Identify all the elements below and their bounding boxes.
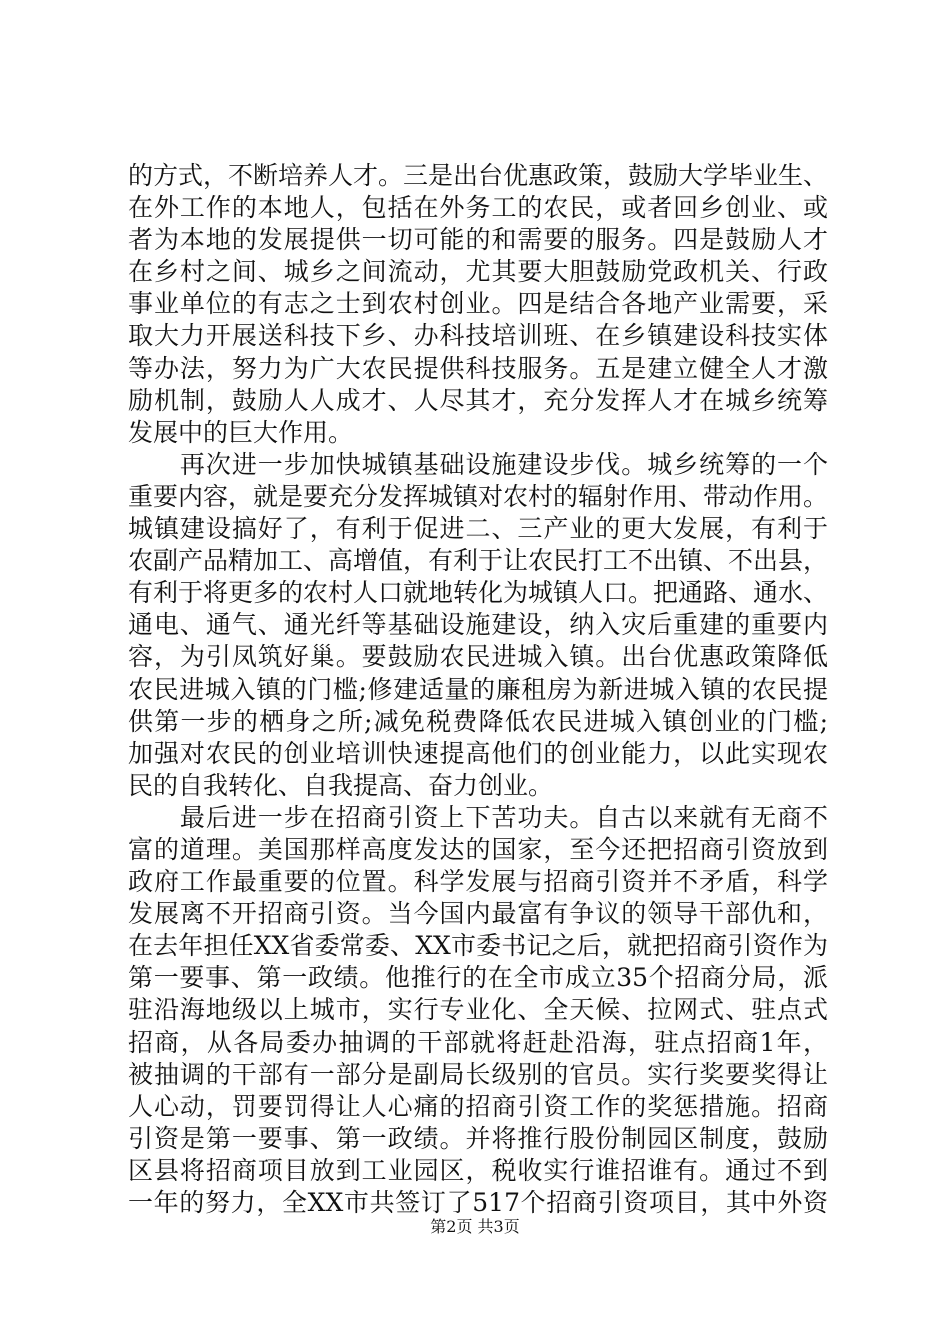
text-line: 在外工作的本地人，包括在外务工的农民，或者回乡创业、或 [128, 193, 828, 223]
text-line: 的方式，不断培养人才。三是出台优惠政策，鼓励大学毕业生、 [128, 161, 828, 190]
text-line: 在乡村之间、城乡之间流动，尤其要大胆鼓励党政机关、行政 [128, 257, 828, 287]
text-line: 通电、通气、通光纤等基础设施建设，纳入灾后重建的重要内 [128, 610, 828, 640]
text-line: 再次进一步加快城镇基础设施建设步伐。城乡统筹的一个 [128, 449, 828, 479]
document-body [128, 160, 828, 1219]
text-line: 引资是第一要事、第一政绩。并将推行股份制园区制度，鼓励 [128, 1123, 828, 1153]
text-line: 区县将招商项目放到工业园区，税收实行谁招谁有。通过不到 [128, 1155, 828, 1185]
text-line: 富的道理。美国那样高度发达的国家，至今还把招商引资放到 [128, 834, 828, 864]
text-line: 重要内容，就是要充分发挥城镇对农村的辐射作用、带动作用。 [128, 481, 828, 511]
text-line: 驻沿海地级以上城市，实行专业化、全天候、拉网式、驻点式 [128, 995, 828, 1025]
text-line: 者为本地的发展提供一切可能的和需要的服务。四是鼓励人才 [128, 225, 828, 255]
text-line: 一年的努力，全XX市共签订了517个招商引资项目，其中外资 [128, 1188, 828, 1217]
text-line: 被抽调的干部有一部分是副局长级别的官员。实行奖要奖得让 [128, 1059, 828, 1089]
text-line: 励机制，鼓励人人成才、人尽其才，充分发挥人才在城乡统筹 [128, 385, 828, 415]
text-line: 政府工作最重要的位置。科学发展与招商引资并不矛盾，科学 [128, 867, 828, 897]
text-line: 民的自我转化、自我提高、奋力创业。 [128, 770, 554, 800]
text-line: 有利于将更多的农村人口就地转化为城镇人口。把通路、通水、 [128, 578, 828, 608]
text-line: 在去年担任XX省委常委、XX市委书记之后，就把招商引资作为 [128, 931, 828, 961]
text-line: 招商，从各局委办抽调的干部就将赶赴沿海，驻点招商1年， [128, 1027, 828, 1057]
text-line: 人心动，罚要罚得让人心痛的招商引资工作的奖惩措施。招商 [128, 1091, 828, 1121]
text-line: 取大力开展送科技下乡、办科技培训班、在乡镇建设科技实体 [128, 321, 828, 351]
text-line: 事业单位的有志之士到农村创业。四是结合各地产业需要，采 [128, 289, 828, 319]
text-line: 容，为引凤筑好巢。要鼓励农民进城入镇。出台优惠政策降低 [128, 642, 828, 672]
text-line: 城镇建设搞好了，有利于促进二、三产业的更大发展，有利于 [128, 514, 828, 544]
text-line: 农民进城入镇的门槛;修建适量的廉租房为新进城入镇的农民提 [128, 674, 828, 704]
text-line: 最后进一步在招商引资上下苦功夫。自古以来就有无商不 [128, 802, 828, 832]
text-line: 加强对农民的创业培训快速提高他们的创业能力，以此实现农 [128, 738, 828, 768]
text-line: 发展离不开招商引资。当今国内最富有争议的领导干部仇和， [128, 899, 828, 929]
text-line: 第一要事、第一政绩。他推行的在全市成立35个招商分局，派 [128, 963, 828, 993]
page-footer: 第2页 共3页 [430, 1217, 520, 1236]
text-line: 农副产品精加工、高增值，有利于让农民打工不出镇、不出县， [128, 546, 828, 576]
text-line: 供第一步的栖身之所;减免税费降低农民进城入镇创业的门槛; [128, 706, 828, 736]
text-line: 发展中的巨大作用。 [128, 417, 354, 447]
text-line: 等办法，努力为广大农民提供科技服务。五是建立健全人才激 [128, 353, 828, 383]
